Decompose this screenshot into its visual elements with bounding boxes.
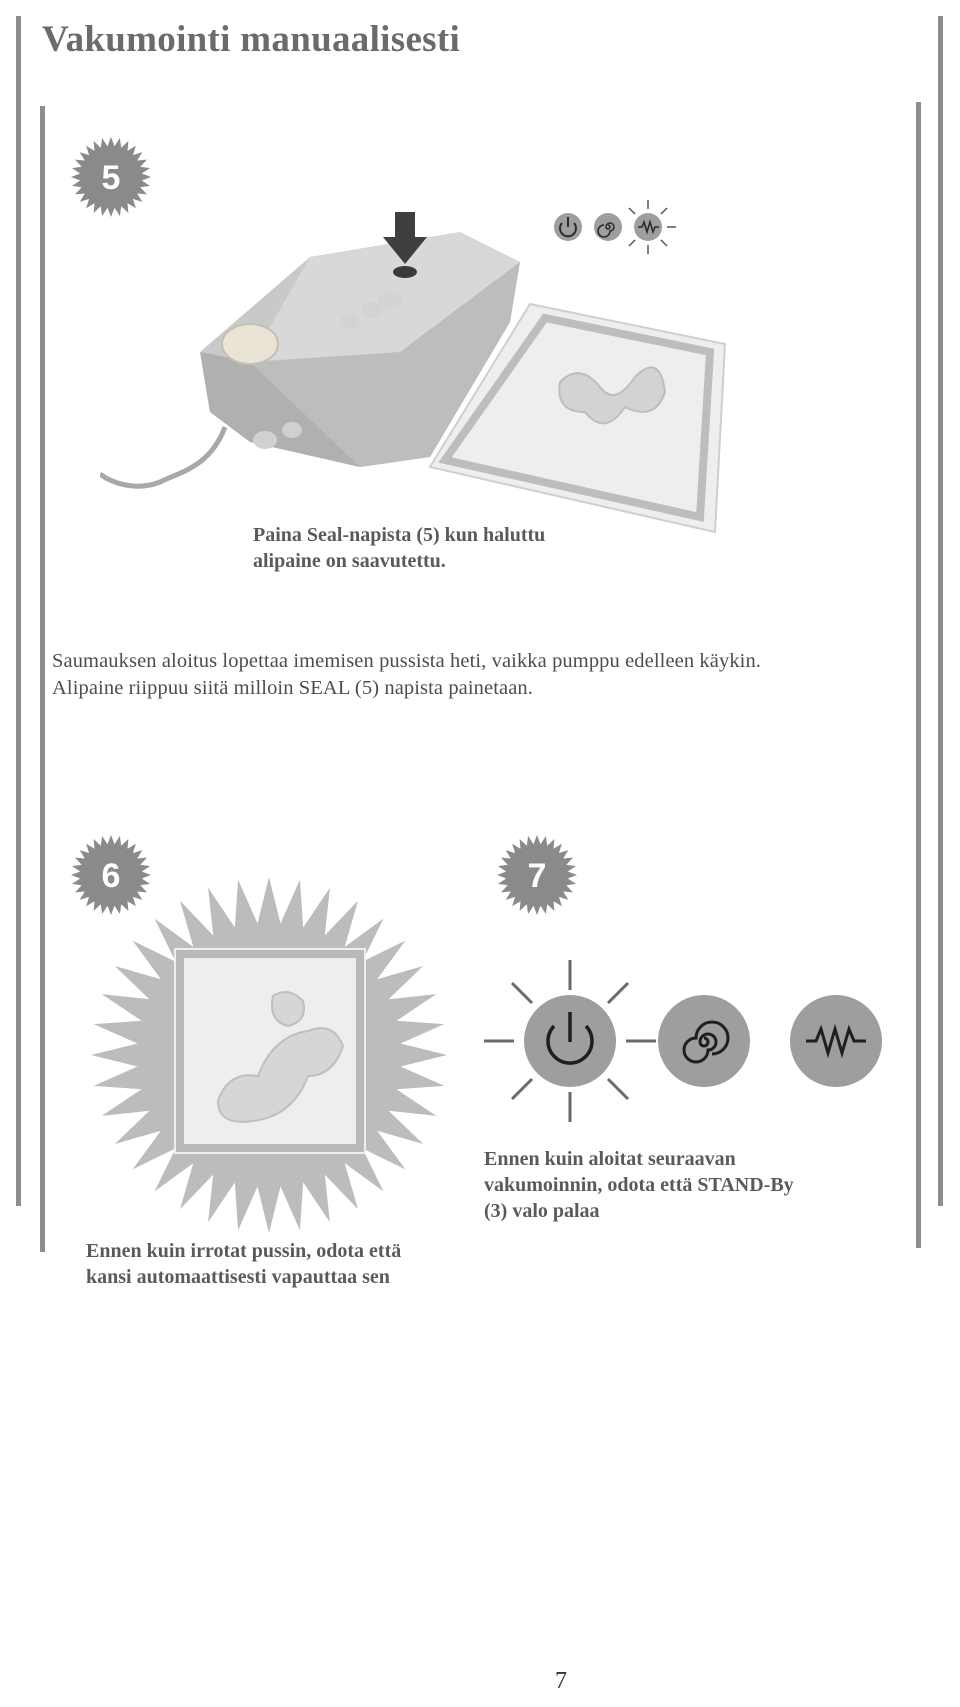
released-bag-illustration: [88, 876, 450, 1234]
step-7-badge: [496, 834, 578, 916]
right-inner-rule: [916, 102, 921, 1248]
vacuum-sealer-illustration: [100, 212, 740, 542]
step-7-caption: Ennen kuin aloitat seuraavan vakumoinnin, odota että STAND-By (3) valo palaa: [484, 1148, 794, 1222]
page-number: 7: [555, 1668, 567, 1694]
step-6-caption: Ennen kuin irrotat pussin, odota että kansi automaattisesti vapauttaa sen: [86, 1240, 402, 1288]
note-line: Alipaine riippuu siitä milloin SEAL (5) napista painetaan.: [52, 677, 533, 699]
step-5-caption: Paina Seal-napista (5) kun haluttu alipaine on saavutettu.: [253, 524, 546, 572]
left-inner-rule: [40, 106, 45, 1252]
spiral-icon: [658, 995, 750, 1087]
heat-seal-icon: [790, 995, 882, 1087]
step-7-number: 7: [527, 857, 547, 895]
note-paragraph: [52, 648, 761, 702]
power-icon: [524, 995, 616, 1087]
step-5-number: 5: [101, 159, 121, 197]
status-icons-large: [480, 956, 900, 1128]
note-line: Saumauksen aloitus lopettaa imemisen pussista heti, vaikka pumppu edelleen käykin.: [52, 650, 762, 672]
step-6-number: 6: [101, 857, 121, 895]
right-outer-rule: [938, 16, 943, 1206]
step-5-badge: [70, 136, 152, 218]
page-title: Vakumointi manuaalisesti: [42, 19, 461, 60]
left-outer-rule: [16, 16, 21, 1206]
